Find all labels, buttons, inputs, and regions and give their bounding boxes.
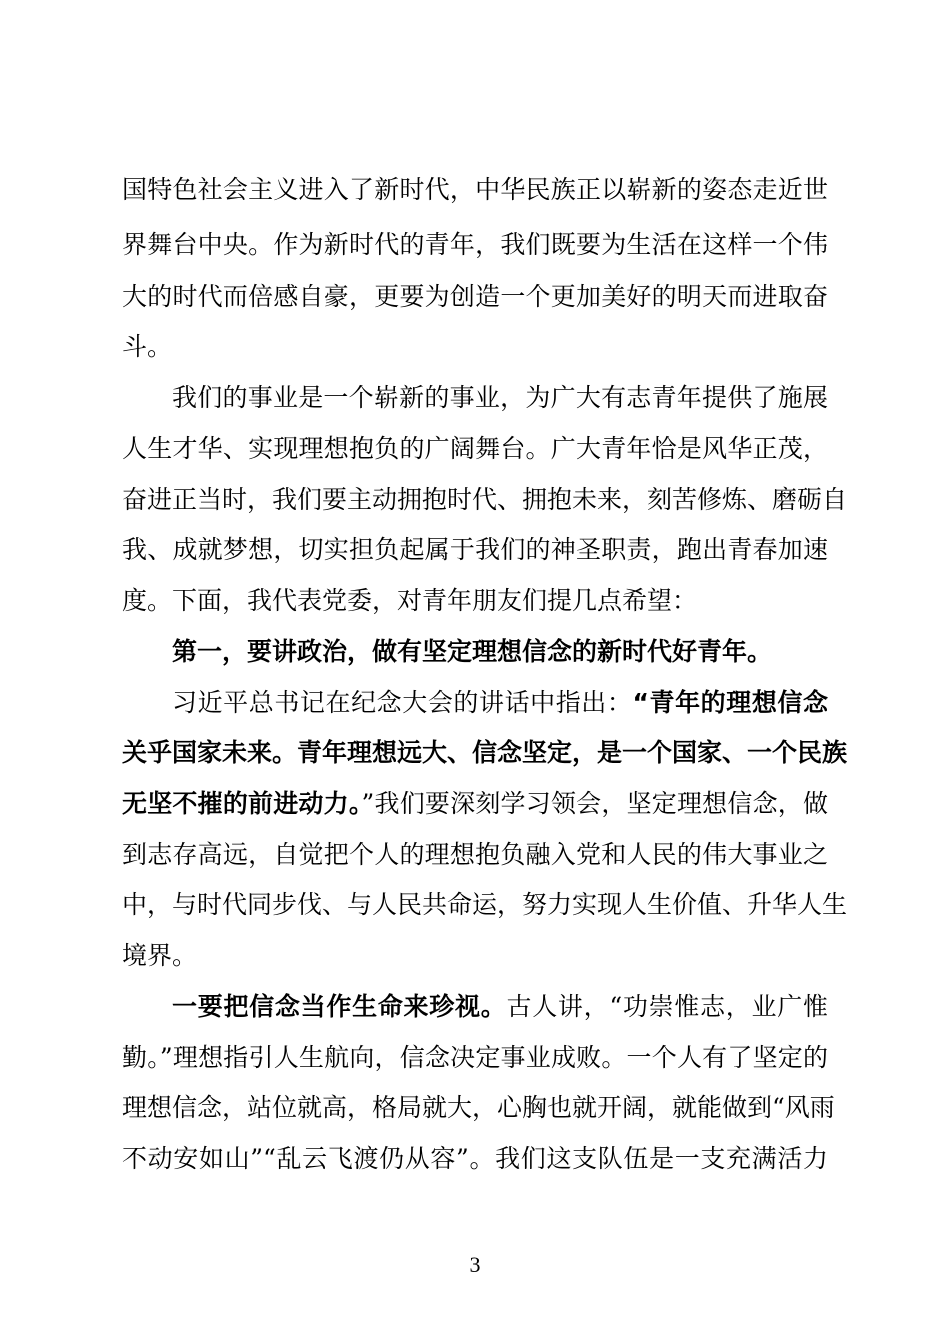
- body-text-line: 界舞台中央。作为新时代的青年，我们既要为生活在这样一个伟: [122, 230, 828, 259]
- subheading-bold-text: 一要把信念当作生命来珍视。: [172, 992, 507, 1021]
- body-text-line: 我、成就梦想，切实担负起属于我们的神圣职责，跑出青春加速: [122, 535, 828, 564]
- body-text-line: 勤。”理想指引人生航向，信念决定事业成败。一个人有了坚定的: [122, 1043, 828, 1072]
- body-text-plain: ”我们要深刻学习领会，坚定理想信念，做: [361, 789, 828, 818]
- body-text-line: 我们的事业是一个崭新的事业，为广大有志青年提供了施展: [172, 383, 828, 412]
- body-text-line: 理想信念，站位就高，格局就大，心胸也就开阔，就能做到“风雨: [122, 1093, 835, 1122]
- body-text-line: 大的时代而倍感自豪，更要为创造一个更加美好的明天而进取奋: [122, 282, 828, 311]
- section-heading: 第一，要讲政治，做有坚定理想信念的新时代好青年。: [172, 637, 773, 666]
- body-text-line: [172, 992, 828, 1022]
- body-text-line: 到志存高远，自觉把个人的理想抱负融入党和人民的伟大事业之: [122, 840, 828, 869]
- body-text-line: [122, 789, 828, 819]
- quote-bold-line: 关乎国家未来。青年理想远大、信念坚定，是一个国家、一个民族: [122, 738, 848, 767]
- body-text-line: 度。下面，我代表党委，对青年朋友们提几点希望：: [122, 586, 698, 615]
- body-text-line: 奋进正当时，我们要主动拥抱时代、拥抱未来，刻苦修炼、磨砺自: [122, 485, 848, 514]
- body-text-line: [172, 688, 828, 718]
- body-text-line: 人生才华、实现理想抱负的广阔舞台。广大青年恰是风华正茂，: [122, 434, 828, 463]
- body-text-line: 境界。: [122, 941, 198, 970]
- body-text-line: 斗。: [122, 332, 173, 361]
- quote-bold-text: 无坚不摧的前进动力。: [122, 789, 362, 818]
- body-text-line: 中，与时代同步伐、与人民共命运，努力实现人生价值、升华人生: [122, 890, 848, 919]
- body-text-line: 国特色社会主义进入了新时代，中华民族正以崭新的姿态走近世: [122, 175, 828, 204]
- body-text-plain: 习近平总书记在纪念大会的讲话中指出：: [172, 688, 633, 717]
- body-text-plain: 古人讲，“功崇惟志，业广惟: [506, 992, 828, 1021]
- page-number: 3: [469, 1252, 481, 1277]
- body-text-line: 不动安如山”“乱云飞渡仍从容”。我们这支队伍是一支充满活力: [122, 1144, 828, 1173]
- quote-bold-text: “青年的理想信念: [632, 688, 828, 717]
